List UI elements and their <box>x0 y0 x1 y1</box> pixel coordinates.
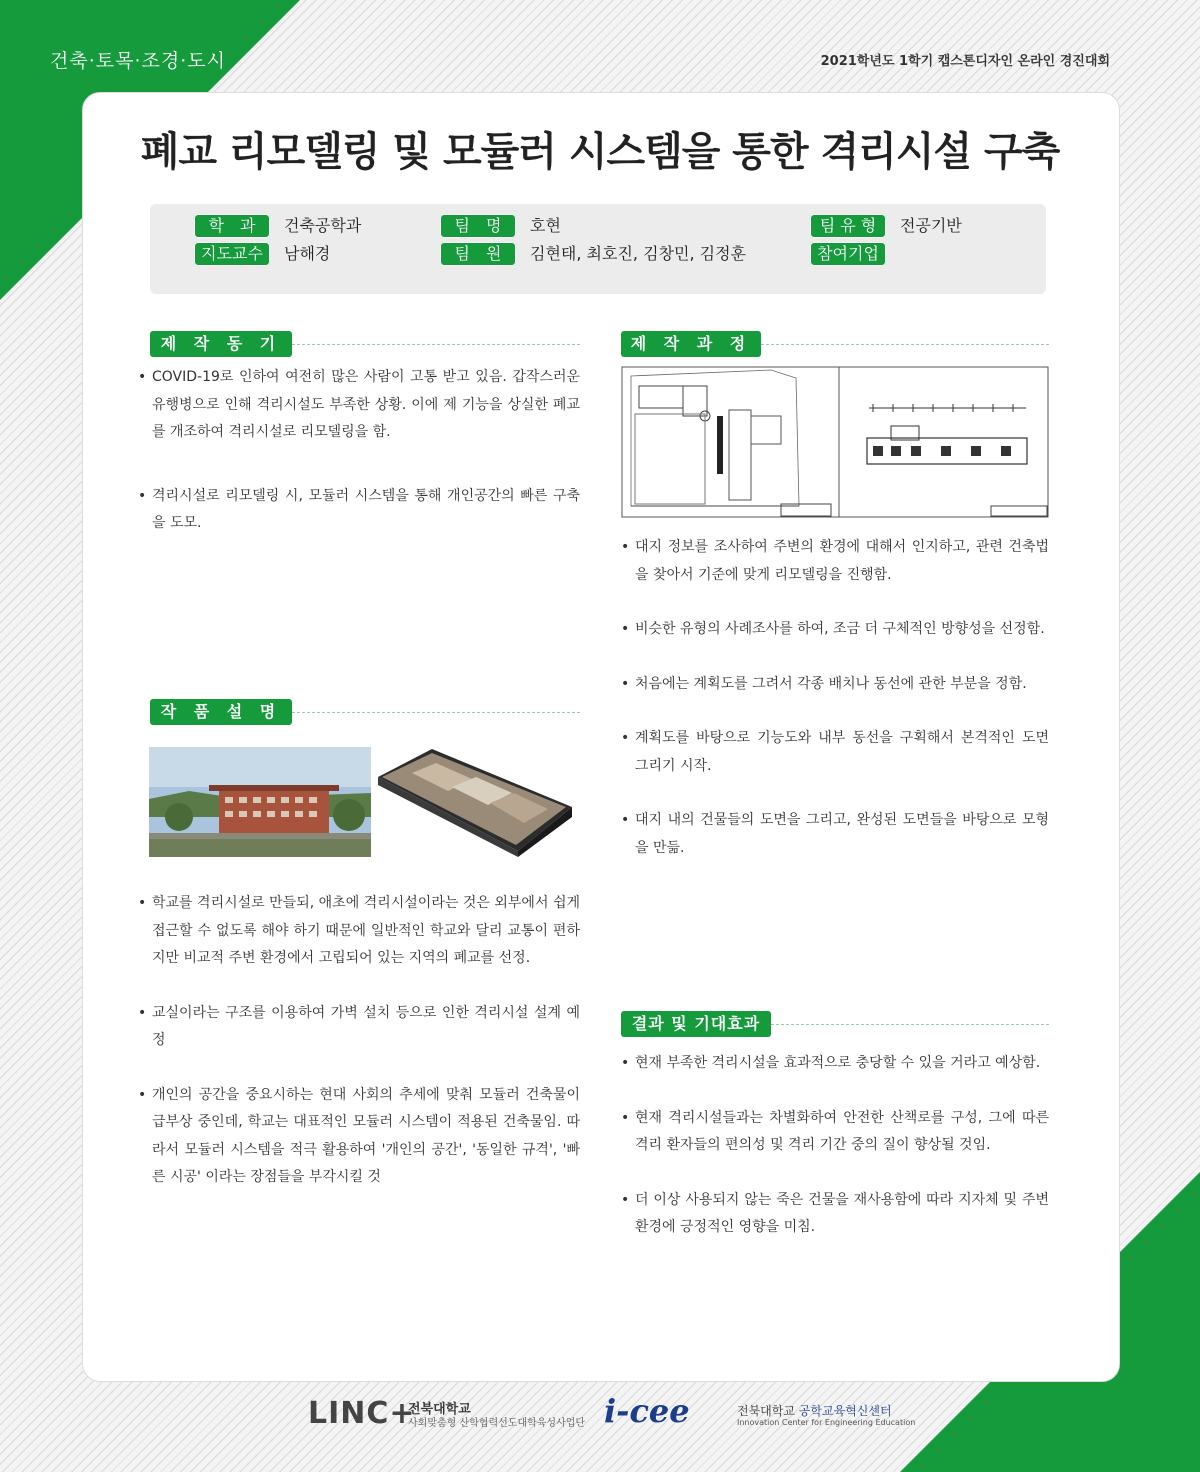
team-value: 호현 <box>530 216 561 235</box>
icee-center-name: 공학교육혁신센터 <box>798 1404 892 1418</box>
icee-logo: i-cee <box>604 1392 690 1430</box>
members-tag: 팀 원 <box>440 242 516 266</box>
team-type-value: 전공기반 <box>900 216 962 235</box>
motivation-list <box>138 364 580 538</box>
poster-title: 폐교 리모델링 및 모듈러 시스템을 통한 격리시설 구축 <box>140 129 1060 175</box>
list-item: • 개인의 공간을 중요시하는 현대 사회의 추세에 맞춰 모듈러 건축물이 급부상 중인데, 학교는 대표적인 모듈러 시스템이 적용된 건축물임. 따라서 모듈러 시스템을 적극 활용하여 '개인의 공간', '동일한 규격', '빠른 시공' 이라는 장점들을 부각시킬 것 <box>138 1082 580 1192</box>
company-tag: 참여기업 <box>810 242 886 266</box>
section-divider <box>771 1024 1049 1025</box>
floor-plan-drawings <box>621 366 1049 518</box>
list-item: • 현재 부족한 격리시설을 효과적으로 충당할 수 있을 거라고 예상함. <box>621 1050 1049 1078</box>
list-item: • 계획도를 바탕으로 기능도와 내부 동선을 구획해서 본격적인 도면 그리기 시작. <box>621 725 1049 780</box>
list-item: • 교실이라는 구조를 이용하여 가벽 설치 등으로 인한 격리시설 설계 예정 <box>138 1000 580 1055</box>
results-list <box>621 1050 1049 1242</box>
linc-logo: LINC+ <box>308 1396 416 1431</box>
list-item: • 현재 격리시설들과는 차별화하여 안전한 산책로를 구성, 그에 따른 격리 환자들의 편의성 및 격리 기간 중의 질이 향상될 것임. <box>621 1105 1049 1160</box>
info-box <box>150 204 1046 294</box>
team-type-tag: 팀 유 형 <box>810 214 886 238</box>
list-item: • 대지 내의 건물들의 도면을 그리고, 완성된 도면들을 바탕으로 모형을 만듦. <box>621 807 1049 862</box>
description-heading: 작 품 설 명 <box>150 699 292 725</box>
list-item: • 더 이상 사용되지 않는 죽은 건물을 재사용함에 따라 지자체 및 주변 환경에 긍정적인 영향을 미침. <box>621 1187 1049 1242</box>
list-item: • 처음에는 계획도를 그려서 각종 배치나 동선에 관한 부분을 정함. <box>621 671 1049 699</box>
members-value: 김현태, 최호진, 김창민, 김정훈 <box>530 244 746 263</box>
team-tag: 팀 명 <box>440 214 516 238</box>
dept-tag: 학 과 <box>194 214 270 238</box>
school-photo <box>149 747 371 857</box>
description-list <box>138 890 580 1192</box>
list-item: • 격리시설로 리모델링 시, 모듈러 시스템을 통해 개인공간의 빠른 구축을 도모. <box>138 483 580 538</box>
icee-title <box>737 1402 892 1419</box>
list-item: • COVID-19로 인하여 여전히 많은 사람이 고통 받고 있음. 갑작스러운 유행병으로 인해 격리시설도 부족한 상황. 이에 제 기능을 상실한 폐교를 개조하여 격리시설로 리모델링을 함. <box>138 364 580 447</box>
contest-label: 2021학년도 1학기 캡스톤디자인 온라인 경진대회 <box>820 54 1110 69</box>
icee-description: Innovation Center for Engineering Education <box>737 1418 916 1427</box>
process-heading: 제 작 과 정 <box>621 331 761 357</box>
dept-value: 건축공학과 <box>284 216 362 235</box>
motivation-heading: 제 작 동 기 <box>150 331 292 357</box>
advisor-value: 남해경 <box>284 244 331 263</box>
section-divider <box>761 344 1049 345</box>
list-item: • 학교를 격리시설로 만들되, 애초에 격리시설이라는 것은 외부에서 쉽게 접근할 수 없도록 해야 하기 때문에 일반적인 학교와 달리 교통이 편하지만 비교적 주변 환경에서 고립되어 있는 지역의 폐교를 선정. <box>138 890 580 973</box>
section-divider <box>292 712 580 713</box>
results-heading: 결과 및 기대효과 <box>621 1011 771 1037</box>
modular-rendering <box>372 747 576 857</box>
advisor-tag: 지도교수 <box>194 242 270 266</box>
footer <box>0 1392 1200 1452</box>
list-item: • 대지 정보를 조사하여 주변의 환경에 대해서 인지하고, 관련 건축법을 찾아서 기준에 맞게 리모델링을 진행함. <box>621 534 1049 589</box>
process-list <box>621 534 1049 862</box>
list-item: • 비슷한 유형의 사례조사를 하여, 조금 더 구체적인 방향성을 선정함. <box>621 616 1049 644</box>
linc-description: 사회맞춤형 산학협력선도대학육성사업단 <box>408 1418 586 1429</box>
section-divider <box>292 344 580 345</box>
icee-university: 전북대학교 <box>737 1404 795 1418</box>
category-label: 건축·토목·조경·도시 <box>50 50 226 72</box>
linc-university: 전북대학교 <box>408 1402 471 1417</box>
